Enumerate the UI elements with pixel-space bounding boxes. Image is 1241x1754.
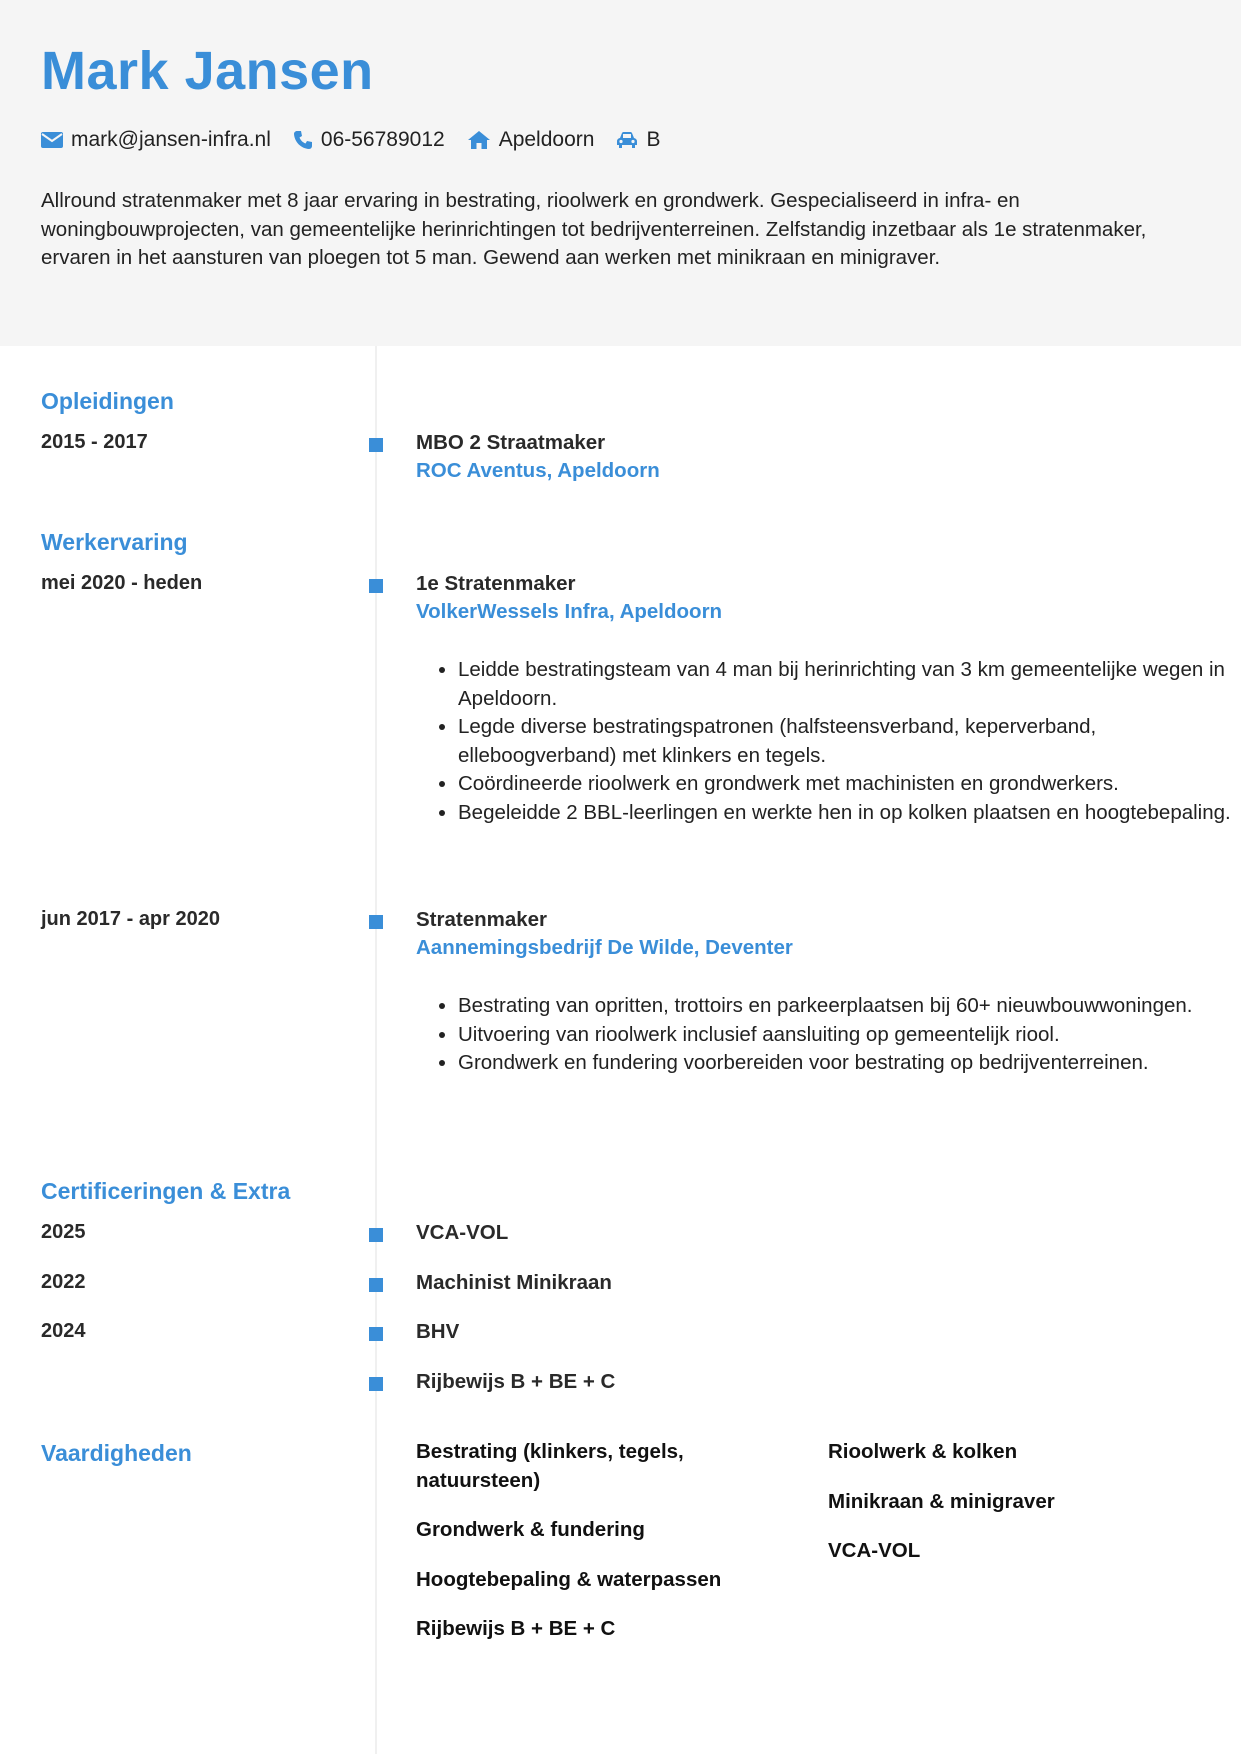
skill-item: VCA-VOL bbox=[828, 1539, 921, 1562]
home-icon bbox=[467, 130, 491, 150]
certification-date: 2025 bbox=[41, 1221, 86, 1243]
list-item: • Leidde bestratingsteam van 4 man bij herinrichting van 3 km gemeentelijke wegen in Apeldoorn. bbox=[458, 656, 1238, 713]
envelope-icon bbox=[41, 132, 63, 148]
education-title: MBO 2 Straatmaker bbox=[416, 431, 606, 454]
certification-title: Rijbewijs B + BE + C bbox=[416, 1370, 616, 1393]
email-text: mark@jansen-infra.nl bbox=[71, 128, 271, 151]
certification-title: BHV bbox=[416, 1320, 460, 1343]
profile-summary: Allround stratenmaker met 8 jaar ervaring in bestrating, rioolwerk en grondwerk. Gespecialiseerd in infra- en woningbouwprojecten, van gemeentelijke herinrichtingen tot bedrijventerreinen. Zelfstandig inzetbaar als 1e stratenmaker, ervaren in het aansturen van ploegen tot 5 man. Gewend aan werken met minikraan en minigraver. bbox=[41, 189, 1147, 269]
contact-license bbox=[616, 128, 660, 152]
skill-item: Rioolwerk & kolken bbox=[828, 1440, 1018, 1463]
contact-location bbox=[467, 128, 595, 152]
skill-item: Minikraan & minigraver bbox=[828, 1490, 1055, 1513]
certification-date: 2022 bbox=[41, 1271, 86, 1293]
section-title-experience: Werkervaring bbox=[41, 529, 188, 555]
skill-item: Rijbewijs B + BE + C bbox=[416, 1617, 616, 1640]
list-item: • Grondwerk en fundering voorbereiden voor bestrating op bedrijventerreinen. bbox=[458, 1049, 1238, 1078]
experience-date: jun 2017 - apr 2020 bbox=[41, 908, 220, 930]
certification-title: Machinist Minikraan bbox=[416, 1271, 612, 1294]
timeline-marker bbox=[369, 1228, 383, 1242]
experience-title: Stratenmaker bbox=[416, 908, 548, 931]
timeline-marker bbox=[369, 1327, 383, 1341]
experience-company: Aannemingsbedrijf De Wilde, Deventer bbox=[416, 936, 793, 959]
cv-header bbox=[0, 0, 1241, 346]
section-title-certifications: Certificeringen & Extra bbox=[41, 1178, 291, 1204]
timeline-marker bbox=[369, 579, 383, 593]
timeline-marker bbox=[369, 915, 383, 929]
list-item: • Begeleidde 2 BBL-leerlingen en werkte hen in op kolken plaatsen en hoogtebepaling. bbox=[458, 799, 1238, 828]
phone-text: 06-56789012 bbox=[320, 128, 445, 151]
certification-title: VCA-VOL bbox=[416, 1221, 509, 1244]
skill-item: Grondwerk & fundering bbox=[416, 1518, 645, 1541]
section-title-skills: Vaardigheden bbox=[41, 1440, 192, 1466]
list-item: • Legde diverse bestratingspatronen (halfsteensverband, keperverband, elleboogverband) met klinkers en tegels. bbox=[458, 713, 1238, 770]
column-divider bbox=[375, 346, 377, 1754]
contact-bar bbox=[41, 128, 682, 152]
experience-bullets bbox=[416, 656, 1238, 827]
phone-icon bbox=[293, 130, 313, 150]
list-item: • Coördineerde rioolwerk en grondwerk met machinisten en grondwerkers. bbox=[458, 770, 1238, 799]
education-date: 2015 - 2017 bbox=[41, 431, 148, 453]
car-icon bbox=[616, 131, 638, 149]
license-text: B bbox=[646, 128, 661, 151]
timeline-marker bbox=[369, 1278, 383, 1292]
experience-company: VolkerWessels Infra, Apeldoorn bbox=[416, 600, 723, 623]
candidate-name: Mark Jansen bbox=[41, 41, 374, 101]
experience-title: 1e Stratenmaker bbox=[416, 572, 576, 595]
list-item: • Uitvoering van rioolwerk inclusief aansluiting op gemeentelijk riool. bbox=[458, 1021, 1238, 1050]
timeline-marker bbox=[369, 1377, 383, 1391]
section-title-education: Opleidingen bbox=[41, 388, 174, 414]
skill-item: Hoogtebepaling & waterpassen bbox=[416, 1568, 722, 1591]
timeline-marker bbox=[369, 438, 383, 452]
experience-bullets bbox=[416, 992, 1238, 1078]
location-text: Apeldoorn bbox=[498, 128, 595, 151]
skill-item: Bestrating (klinkers, tegels, natuursteen) bbox=[416, 1440, 684, 1492]
contact-email bbox=[41, 128, 271, 152]
certification-date: 2024 bbox=[41, 1320, 86, 1342]
experience-date: mei 2020 - heden bbox=[41, 572, 203, 594]
contact-phone bbox=[293, 128, 445, 152]
education-school: ROC Aventus, Apeldoorn bbox=[416, 459, 660, 482]
list-item: • Bestrating van opritten, trottoirs en parkeerplaatsen bij 60+ nieuwbouwwoningen. bbox=[458, 992, 1238, 1021]
